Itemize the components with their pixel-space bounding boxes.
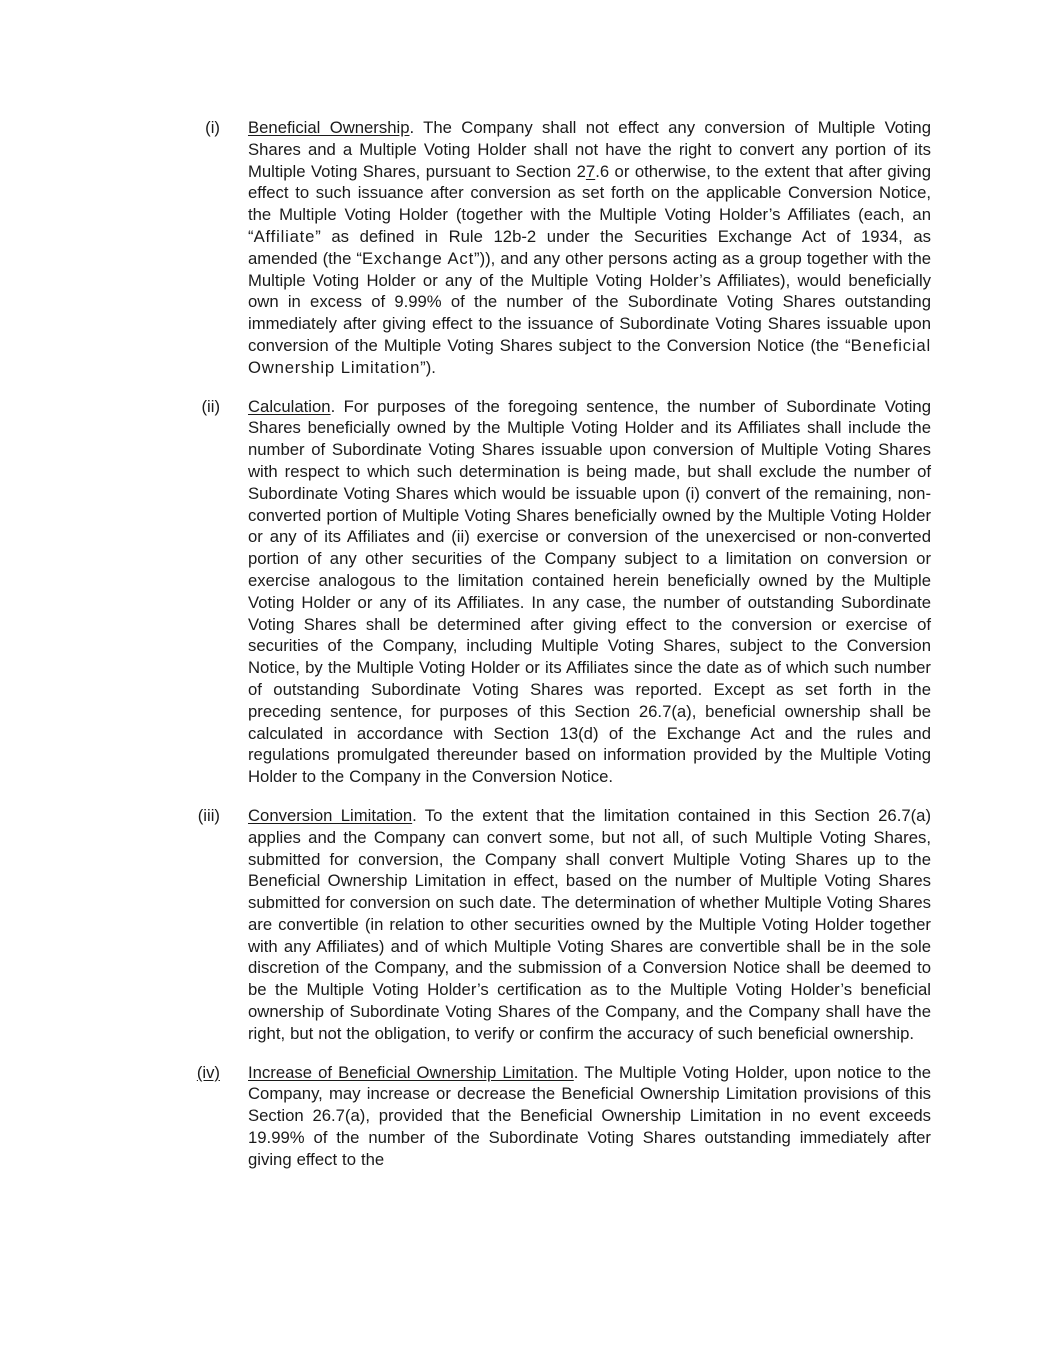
text-run: . The Company shall not effect any conversion of Multiple Voting Shares and a Multiple Voting Holder shall not have the right to convert any portion of its Multiple Voting Shares, pursuant to Section 2	[248, 118, 931, 181]
text-run: . For purposes of the foregoing sentence, the number of Subordinate Voting Shares beneficially owned by the Multiple Voting Holder and its Affiliates shall include the number of Subordinate Voting Shares issuable upon conversion of Multiple Voting Shares with respect to which such determination is being made, but shall exclude the number of Subordinate Voting Shares which would be issuable upon (i) convert of the remaining, non-converted portion of Multiple Voting Shares beneficially owned by the Multiple Voting Holder or any of its Affiliates and (ii) exercise or conversion of the unexercised or non-converted portion of any other securities of the Company subject to a limitation on conversion or exercise analogous to the limitation contained herein beneficially owned by the Multiple Voting Holder or any of its Affiliates. In any case, the number of outstanding Subordinate Voting Shares shall be determined after giving effect to the conversion or exercise of securities of the Company, including Multiple Voting Shares, subject to the Conversion Notice, by the Multiple Voting Holder or its Affiliates since the date as of which such number of outstanding Subordinate Voting Shares was reported. Except as set forth in the preceding sentence, for purposes of this Section 26.7(a), beneficial ownership shall be calculated in accordance with Section 13(d) of the Exchange Act and the rules and regulations promulgated thereunder based on information provided by the Multiple Voting Holder to the Company in the Conversion Notice.	[248, 396, 931, 787]
clause-number-iv: (iv)	[196, 1062, 220, 1082]
text-run: . To the extent that the limitation contained in this Section 26.7(a) applies and the Company can convert some, but not all, of such Multiple Voting Shares, submitted for conversion, the Company shall convert Multiple Voting Shares up to the Beneficial Ownership Limitation in effect, based on the number of Multiple Voting Shares submitted for conversion on such date. The determination of whether Multiple Voting Shares are convertible (in relation to other securities owned by the Multiple Voting Holder together with any Affiliates) and of which Multiple Voting Shares are convertible shall be in the sole discretion of the Company, and the submission of a Conversion Notice shall be deemed to be the Multiple Voting Holder’s certification as to the Multiple Voting Holder’s beneficial ownership of Subordinate Voting Shares of the Company, and the Company shall have the right, but not the obligation, to verify or confirm the accuracy of such beneficial ownership.	[248, 805, 932, 1043]
clause-number-i: (i)	[205, 118, 220, 137]
defined-term: Beneficial Ownership Limitation	[248, 335, 931, 377]
text-run: .6 or otherwise, to the extent that after giving effect to such issuance after conversion as set forth on the applicable Conversion Notice, the Multiple Voting Holder (together with the Multiple Voting Holder’s Affiliates (each, an “	[248, 161, 931, 246]
text-run: ” as defined in Rule 12b-2 under the Securities Exchange Act of 1934, as amended (the “	[248, 226, 931, 268]
text-run: . The Multiple Voting Holder, upon notice to the Company, may increase or decrease the Beneficial Ownership Limitation provisions of this Section 26.7(a), provided that the Beneficial Ownership Limitation in no event exceeds 19.99% of the number of the Subordinate Voting Shares outstanding immediately after giving effect to the	[248, 1062, 931, 1169]
clause-heading: Calculation	[248, 396, 331, 416]
clause-heading: Increase of Beneficial Ownership Limitation	[248, 1062, 574, 1082]
clause-number-ii: (ii)	[201, 396, 220, 416]
clause-heading: Beneficial Ownership	[248, 118, 410, 137]
text-run: ”)), and any other persons acting as a group together with the Multiple Voting Holder or any of the Multiple Voting Holder’s Affiliates), would beneficially own in excess of 9.99% of the number of the Subordinate Voting Shares outstanding immediately after giving effect to the issuance of Subordinate Voting Shares issuable upon conversion of the Multiple Voting Shares subject to the Conversion Notice (the “	[248, 248, 932, 355]
clause-item-iv	[0, 1062, 1055, 1171]
defined-term: Affiliate	[253, 226, 316, 246]
clause-text-iii	[248, 805, 931, 1045]
underlined-character: 7	[585, 161, 596, 181]
text-run: ”).	[420, 357, 436, 377]
clause-text-ii	[248, 396, 931, 788]
clause-text-i	[248, 117, 931, 379]
defined-term: Exchange Act	[361, 248, 475, 268]
clause-text-iv	[248, 1062, 931, 1171]
clause-item-ii	[0, 396, 1055, 788]
clause-number-iii: (iii)	[197, 805, 220, 825]
clause-item-iii	[0, 805, 1055, 1045]
clause-item-i	[0, 117, 1055, 379]
clause-heading: Conversion Limitation	[248, 805, 413, 825]
